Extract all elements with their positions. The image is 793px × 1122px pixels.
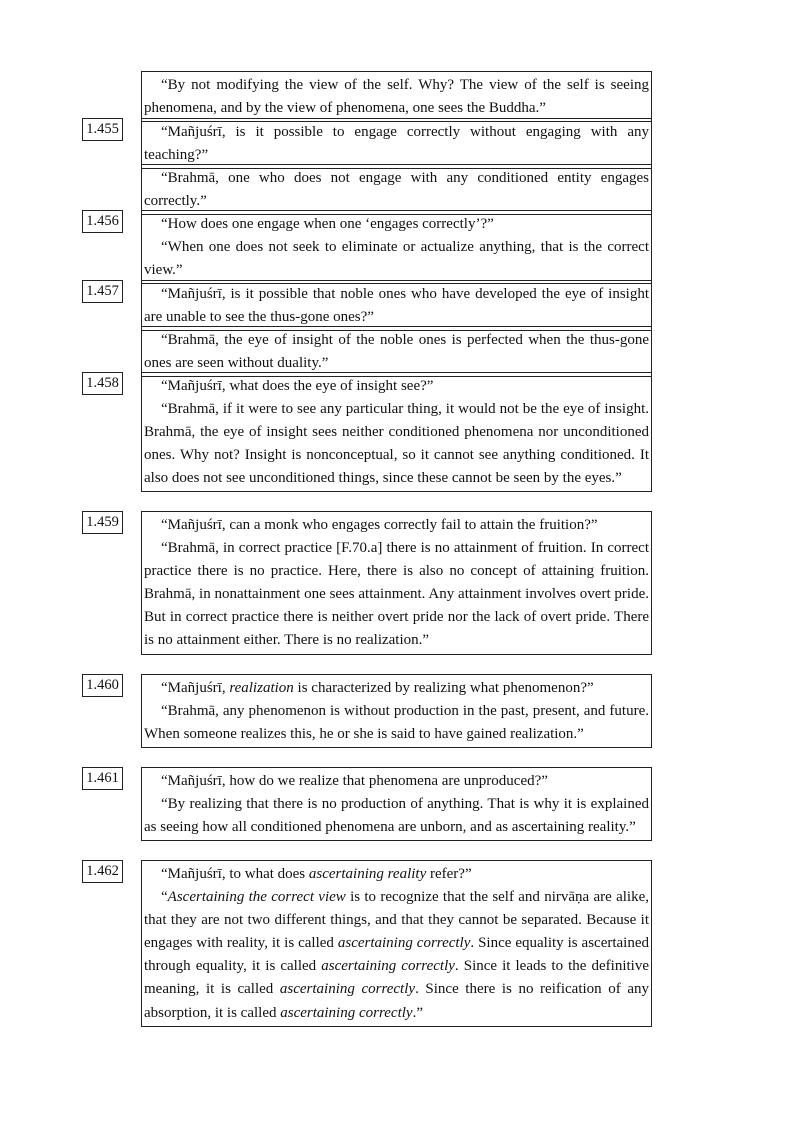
paragraph [144, 167, 649, 213]
text-run: “By not modifying the view of the self. Why? The view of the self is seeing phenomena, and by the view of phenomena, one sees the Buddha.” [144, 77, 649, 117]
paragraph [144, 398, 649, 490]
text-run: “Mañjuśrī, to what does [161, 866, 309, 882]
paragraph [144, 74, 649, 120]
paragraph [144, 677, 649, 700]
text-run: “When one does not seek to eliminate or actualize anything, that is the correct view.” [144, 239, 649, 279]
paragraph [144, 213, 649, 236]
text-run: “Brahmā, in correct practice [F.70.a] there is no attainment of fruition. In correct practice there is no practice. Here, there is also no concept of attaining fruition. Brahmā, in nonattainment one sees attainment. Any attainment involves overt pride. But in correct practice there is neither overt pride nor the lack of overt pride. There is no attainment either. There is no realization.” [144, 540, 649, 649]
text-block [141, 164, 652, 215]
paragraph [144, 537, 649, 652]
text-run: “Brahmā, if it were to see any particular thing, it would not be the eye of insight. Brahmā, the eye of insight sees neither conditioned phenomena nor unconditioned ones. Why not? Insight is nonconceptual, so it cannot see anything conditioned. It also does not see unconditioned things, since these cannot be seen by the eyes.” [144, 401, 649, 487]
paragraph [144, 770, 649, 793]
paragraph-number: 1.459 [82, 511, 123, 534]
italic-term: realization [229, 680, 294, 696]
text-run: “Mañjuśrī, [161, 680, 230, 696]
text-run: “Brahmā, one who does not engage with any conditioned entity engages correctly.” [144, 170, 649, 210]
paragraph [144, 700, 649, 746]
text-run: “Mañjuśrī, is it possible that noble ones who have developed the eye of insight are unable to see the thus-gone ones?” [144, 286, 649, 326]
italic-term: ascertaining correctly [337, 935, 471, 952]
paragraph-number: 1.460 [82, 674, 123, 697]
paragraph-number: 1.456 [82, 210, 123, 233]
text-block [141, 280, 652, 331]
italic-term: ascertaining reality [308, 866, 427, 882]
paragraph [144, 863, 649, 886]
text-run: “Mañjuśrī, can a monk who engages correctly fail to attain the fruition?” [161, 517, 598, 533]
text-run: “Brahmā, the eye of insight of the noble ones is perfected when the thus-gone ones are seen without duality.” [144, 332, 649, 372]
paragraph [144, 236, 649, 282]
paragraph [144, 375, 649, 398]
text-run: “By realizing that there is no production of anything. That is why it is explained as seeing how all conditioned phenomena are unborn, and as ascertaining reality.” [144, 796, 649, 836]
text-run: “ [161, 889, 168, 906]
text-run: is to recognize that the self and nirvāṇa are alike, that they are not two different things, and that they cannot be separated. Because it engages with reality, it is called [144, 889, 649, 952]
text-block [141, 118, 652, 169]
paragraph [144, 283, 649, 329]
paragraph [144, 793, 649, 839]
text-block [141, 372, 652, 492]
text-run: is characterized by realizing what phenomenon?” [293, 680, 594, 696]
paragraph-number: 1.462 [82, 860, 123, 883]
text-run: “Mañjuśrī, what does the eye of insight see?” [161, 378, 434, 394]
italic-term: ascertaining correctly [280, 1004, 413, 1021]
text-block [141, 210, 652, 284]
italic-term: Ascertaining the correct view [167, 889, 346, 906]
text-block [141, 71, 652, 122]
text-block [141, 326, 652, 377]
paragraph [144, 329, 649, 375]
italic-term: ascertaining correctly [279, 981, 416, 998]
text-run: . Since it leads to the definitive meaning, it is called [144, 958, 650, 998]
paragraph [144, 121, 649, 167]
italic-term: ascertaining correctly [321, 958, 455, 975]
paragraph-number: 1.457 [82, 280, 123, 303]
paragraph [144, 886, 649, 1025]
text-run: refer?” [426, 866, 472, 882]
text-run: “How does one engage when one ‘engages correctly’?” [161, 216, 494, 232]
paragraph-number: 1.458 [82, 372, 123, 395]
text-block [141, 511, 652, 655]
text-block [141, 674, 652, 748]
paragraph-number: 1.461 [82, 767, 123, 790]
text-block [141, 767, 652, 841]
text-run: .” [412, 1004, 423, 1021]
text-run: . Since there is no reification of any absorption, it is called [144, 981, 649, 1021]
text-run: . Since equality is ascertained through equality, it is called [144, 935, 650, 975]
paragraph [144, 514, 649, 537]
paragraph-number: 1.455 [82, 118, 123, 141]
text-block [141, 860, 652, 1027]
text-run: “Mañjuśrī, how do we realize that phenomena are unproduced?” [161, 773, 548, 789]
text-run: “Mañjuśrī, is it possible to engage correctly without engaging with any teaching?” [144, 124, 649, 164]
text-run: “Brahmā, any phenomenon is without production in the past, present, and future. When someone realizes this, he or she is said to have gained realization.” [144, 703, 649, 743]
